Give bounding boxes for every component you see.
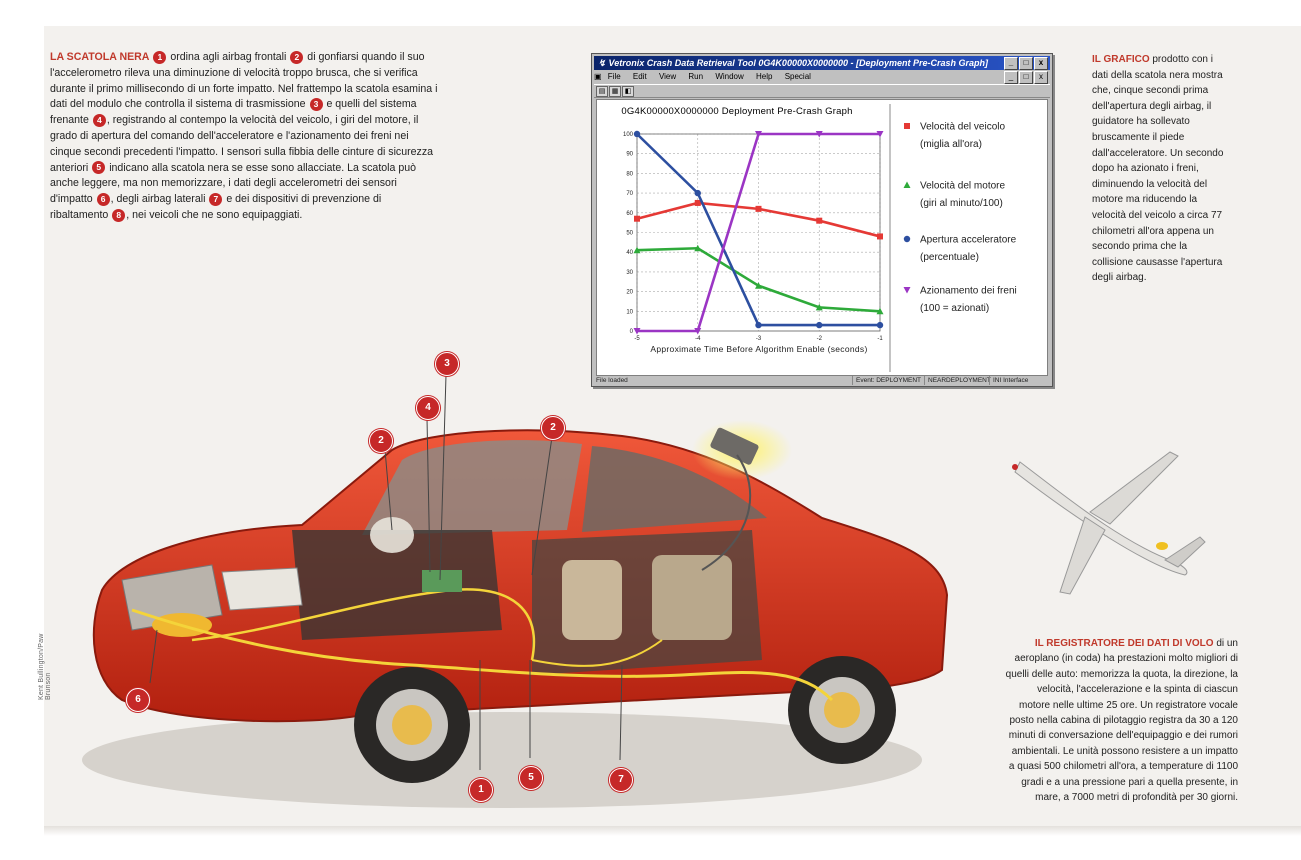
legend-sublabel: (percentuale): [920, 252, 979, 263]
recorder-caption: [1004, 636, 1238, 805]
control-module: [422, 570, 462, 592]
callout-ref-2: 2: [290, 51, 303, 64]
left-wing: [1060, 517, 1105, 594]
y-tick-label: 40: [626, 250, 633, 257]
intro-text-7: e dei dispositivi di prevenzione di ribaltamento: [50, 193, 382, 221]
intro-paragraph: [50, 50, 440, 224]
y-tick-label: 90: [626, 151, 633, 158]
car-cutaway-illustration: [62, 340, 972, 820]
intro-text-5: indicano alla scatola nera se esse sono allacciate. La scatola può anche leggere, ma non memorizzare, i dati degli accelerometri dei sensori d'impatto: [50, 161, 417, 206]
callout-7-side-airbag: 7: [609, 768, 633, 792]
maximize-button[interactable]: □: [1019, 57, 1033, 70]
data-point: [816, 218, 822, 224]
callout-3-transmission: 3: [435, 352, 459, 376]
legend-marker: [904, 123, 910, 129]
status-interface: INI Interface: [989, 376, 1028, 385]
airplane-illustration: [1000, 442, 1210, 612]
data-point: [877, 322, 883, 328]
callout-4-brakes: 4: [416, 396, 440, 420]
intro-text-1: ordina agli airbag frontali: [170, 51, 287, 63]
graph-caption: [1092, 52, 1230, 286]
x-tick-label: -2: [816, 336, 822, 342]
driver-airbag: [370, 517, 414, 553]
legend-marker: [904, 182, 911, 189]
intro-text-3: e quelli del sistema frenante: [50, 98, 417, 127]
legend-label: Velocità del motore: [920, 180, 1006, 192]
data-point: [695, 200, 701, 206]
menu-bar: [594, 71, 1050, 83]
legend-marker: [904, 236, 910, 242]
x-tick-label: -5: [634, 336, 640, 342]
headlight: [222, 568, 302, 610]
legend-sublabel: (giri al minuto/100): [920, 198, 1003, 209]
rear-seat: [652, 555, 732, 640]
open-icon[interactable]: ▤: [596, 86, 608, 97]
status-event: Event: DEPLOYMENT: [852, 376, 921, 385]
graph-panel: [596, 99, 1048, 376]
menu-view[interactable]: View: [658, 72, 677, 81]
y-tick-label: 100: [622, 132, 633, 138]
legend-marker: [904, 287, 911, 294]
status-near: NEARDEPLOYMENT: [924, 376, 991, 385]
window-title: Vetronix Crash Data Retrieval Tool 0G4K00000X0000000 - [Deployment Pre-Crash Graph]: [608, 58, 989, 68]
x-axis-label: Approximate Time Before Algorithm Enable (seconds): [650, 344, 868, 354]
callout-5-seatbelt: 5: [519, 766, 543, 790]
intro-text-2: di gonfiarsi quando il suo l'accelerometro rileva una diminuzione di velocità troppo brusca, che si verifica durante il primo millisecondo di un forte impatto. Nel frattempo la scatola esamina i dati del modulo che controlla il sistema di trasmissione: [50, 51, 438, 111]
intro-text-4: , registrando al contempo la velocità del veicolo, i giri del motore, il grado di apertura del comando dell'acceleratore e l'azionamento dei freni nei cinque secondi precedenti l'impatto. I sensori sulla fibbia delle cinture di sicurezza anteriori: [50, 114, 434, 174]
child-close-button[interactable]: x: [1034, 71, 1048, 84]
legend-label: Velocità del veicolo: [920, 121, 1006, 133]
y-tick-label: 0: [629, 329, 633, 335]
child-minimize-button[interactable]: _: [1004, 71, 1018, 84]
x-tick-label: -1: [877, 336, 883, 342]
legend-sublabel: (100 = azionati): [920, 303, 990, 314]
front-seat: [562, 560, 622, 640]
y-tick-label: 70: [626, 191, 633, 198]
y-tick-label: 50: [626, 230, 633, 237]
menu-edit[interactable]: Edit: [632, 72, 647, 81]
recorder-caption-text: di un aeroplano (in coda) ha prestazioni molto migliori di quelli delle auto: memorizza la quota, la direzione, la velocità, l'accelerazione e la spinta di ciascun motore nelle ultime 25 ore. Un registratore vocale posto nella cabina di pilotaggio registra da 30 a 120 minuti di conversazione dell'equipaggio e dei rumori ambientali. Le unità possono resistere a un impatto a quasi 500 chilometri all'ora, a temperature di 1100 gradi e a una pressione pari a quella presente, in mare, a 7000 metri di profondità per 30 giorni.: [1005, 638, 1238, 804]
tail-fin: [1165, 537, 1205, 567]
window-titlebar[interactable]: [594, 56, 1050, 70]
right-wing: [1090, 452, 1178, 524]
data-point: [634, 216, 640, 222]
menu-window[interactable]: Window: [715, 72, 744, 81]
callout-ref-7: 7: [209, 193, 222, 206]
minimize-button[interactable]: _: [1004, 57, 1018, 70]
front-brake: [392, 705, 432, 745]
data-point: [634, 131, 640, 137]
pre-crash-graph: [597, 100, 1047, 375]
print-icon[interactable]: ▦: [609, 86, 621, 97]
status-file: File loaded: [596, 377, 628, 384]
intro-text-8: , nei veicoli che ne sono equipaggiati.: [126, 208, 303, 221]
callout-2-dashboard: 2: [369, 429, 393, 453]
x-tick-label: -3: [755, 336, 762, 342]
y-tick-label: 20: [626, 289, 633, 296]
intro-text-6: , degli airbag laterali: [110, 193, 206, 206]
callout-1-black-box: 1: [469, 778, 493, 802]
data-point: [695, 190, 701, 196]
menu-help[interactable]: Help: [756, 72, 773, 81]
intro-lead: LA SCATOLA NERA: [50, 51, 150, 63]
chart-title: 0G4K00000X0000000 Deployment Pre-Crash Graph: [621, 106, 853, 117]
y-tick-label: 10: [626, 309, 633, 316]
nose-light: [1012, 464, 1018, 470]
y-tick-label: 60: [626, 210, 633, 217]
app-icon: ↯: [598, 58, 606, 68]
callout-6-impact-sensor: 6: [126, 688, 150, 712]
data-point: [877, 233, 883, 239]
data-point: [756, 206, 762, 212]
x-tick-label: -4: [695, 336, 701, 342]
crash-data-window: [591, 53, 1053, 387]
y-tick-label: 30: [626, 269, 633, 276]
menu-special[interactable]: Special: [784, 72, 811, 81]
legend-label: Azionamento dei freni: [920, 285, 1017, 297]
page-edge: [44, 826, 1301, 836]
recorder-caption-lead: IL REGISTRATORE DEI DATI DI VOLO: [1034, 638, 1214, 649]
legend-label: Apertura acceleratore: [920, 234, 1017, 246]
child-restore-button[interactable]: □: [1019, 71, 1033, 84]
data-point: [755, 322, 761, 328]
data-point: [816, 322, 822, 328]
callout-ref-6: 6: [97, 193, 110, 206]
graph-caption-text: prodotto con i dati della scatola nera mostra che, cinque secondi prima dell'apertura degli airbag, il guidatore ha sollevato bruscamente il piede dall'acceleratore. Un secondo dopo ha azionato i freni, diminuendo la velocità del motore ma riducendo la velocità del veicolo a circa 77 chilometri all'ora appena un secondo prima che la collisione causasse l'apertura degli airbag.: [1092, 54, 1224, 284]
callout-ref-3: 3: [310, 98, 323, 111]
photo-credit: Kent Bullington/Paw Brunson: [38, 633, 52, 700]
close-button[interactable]: x: [1034, 57, 1048, 70]
callout-ref-1: 1: [153, 51, 166, 64]
callout-ref-4: 4: [93, 114, 106, 127]
callout-ref-8: 8: [112, 209, 125, 222]
toolbar: [594, 84, 1050, 98]
document-icon[interactable]: ▣: [594, 72, 602, 81]
menu-file[interactable]: File: [607, 72, 621, 81]
flight-recorder-marker: [1156, 542, 1168, 550]
y-tick-label: 80: [626, 171, 633, 178]
callout-ref-5: 5: [92, 161, 105, 174]
menu-run[interactable]: Run: [688, 72, 704, 81]
callout-2-passenger: 2: [541, 416, 565, 440]
legend-sublabel: (miglia all'ora): [920, 139, 982, 150]
graph-caption-lead: IL GRAFICO: [1092, 54, 1150, 65]
graph-icon[interactable]: ◧: [622, 86, 634, 97]
